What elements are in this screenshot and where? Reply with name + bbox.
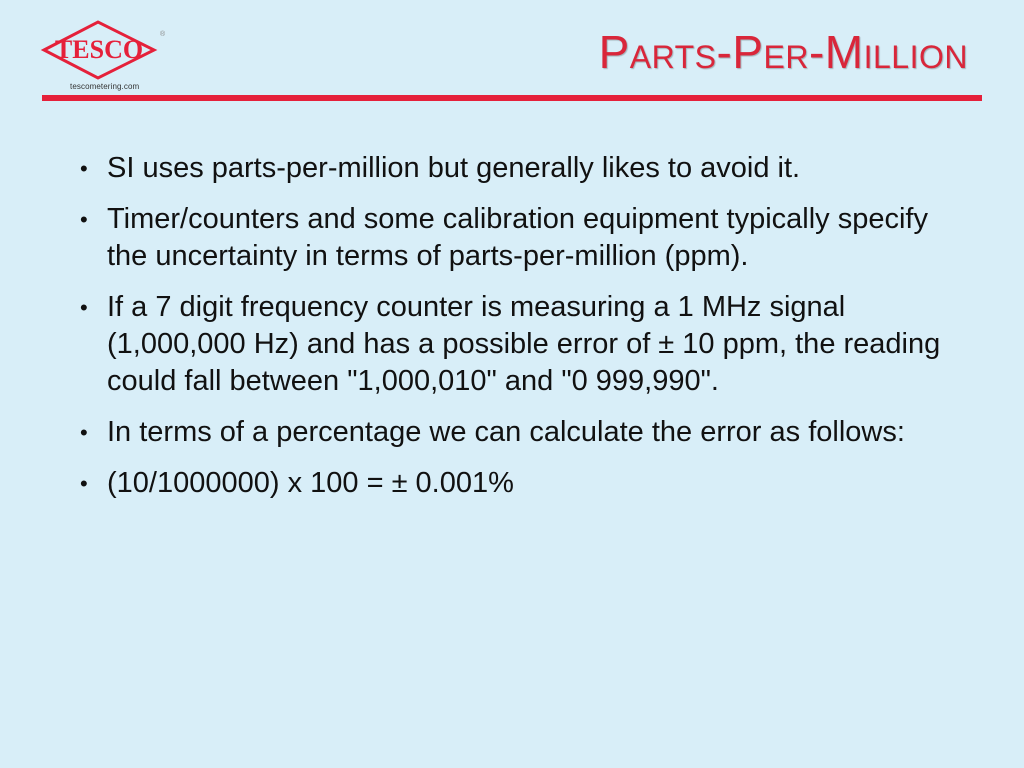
bullet-dot: •	[80, 295, 88, 320]
title-divider	[42, 95, 982, 101]
svg-text:®: ®	[160, 31, 166, 38]
bullet-item	[76, 201, 956, 275]
tesco-logo-icon	[40, 18, 170, 82]
bullet-text: In terms of a percentage we can calculate the error as follows:	[107, 416, 905, 448]
slide-title: Parts-Per-Million	[598, 26, 968, 78]
bullet-list	[76, 150, 956, 516]
logo-website: tescometering.com	[70, 82, 140, 91]
bullet-dot: •	[80, 471, 88, 496]
bullet-item	[76, 150, 956, 187]
bullet-item	[76, 289, 956, 400]
bullet-dot: •	[80, 156, 88, 181]
bullet-item	[76, 414, 956, 451]
bullet-item	[76, 465, 956, 502]
logo-wordmark: TESCO	[54, 35, 144, 64]
bullet-text: SI uses parts-per-million but generally likes to avoid it.	[107, 152, 801, 184]
bullet-dot: •	[80, 420, 88, 445]
bullet-text: Timer/counters and some calibration equipment typically specify the uncertainty in terms of parts-per-million (ppm).	[107, 203, 928, 272]
bullet-text: (10/1000000) x 100 = ± 0.001%	[107, 467, 514, 499]
bullet-text: If a 7 digit frequency counter is measuring a 1 MHz signal (1,000,000 Hz) and has a possible error of ± 10 ppm, the reading could fall between "1,000,010" and "0 999,990".	[107, 291, 941, 397]
bullet-dot: •	[80, 207, 88, 232]
